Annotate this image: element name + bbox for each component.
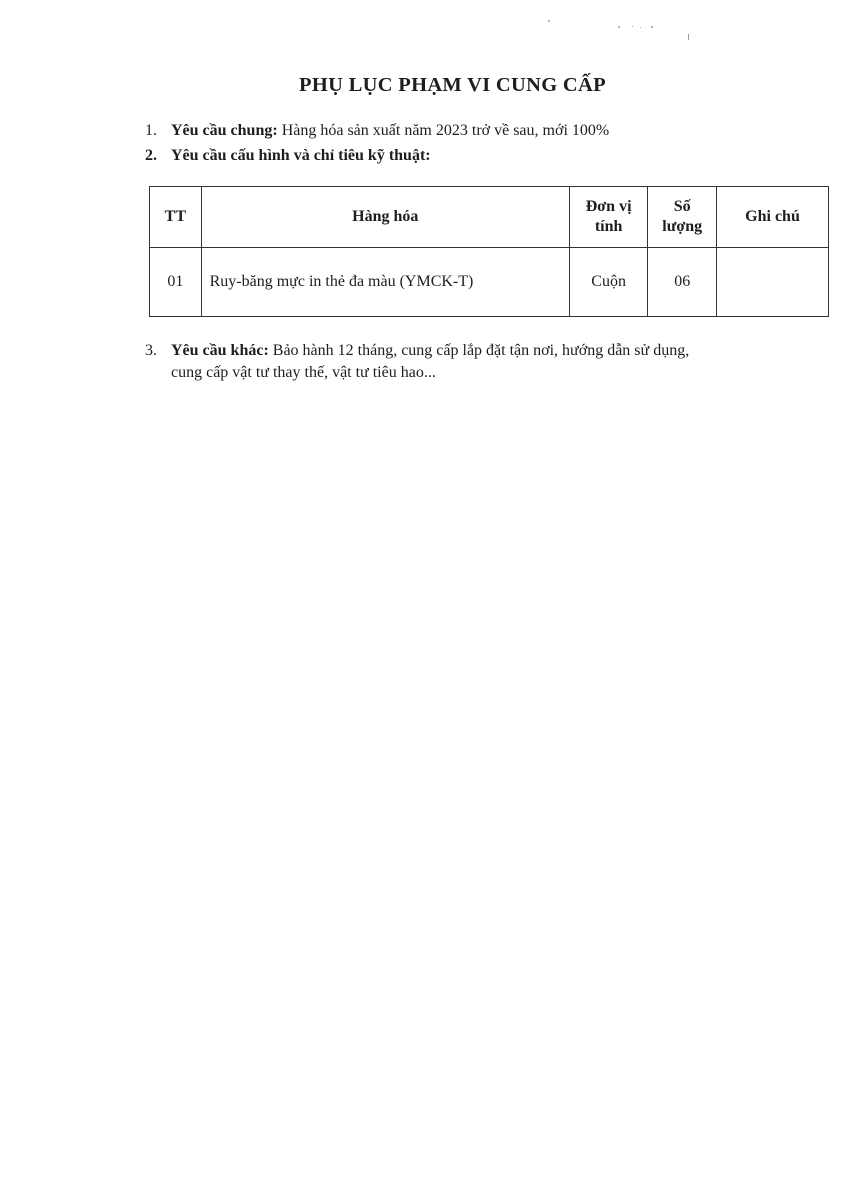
cell-goods: Ruy-băng mực in thẻ đa màu (YMCK-T) xyxy=(201,248,569,317)
item-number: 2. xyxy=(145,147,157,164)
item-text: Bảo hành 12 tháng, cung cấp lắp đặt tận nơi, hướng dẫn sử dụng, xyxy=(268,342,690,359)
header-tt: TT xyxy=(150,187,202,248)
requirement-general xyxy=(145,120,609,142)
document-title: PHỤ LỤC PHẠM VI CUNG CẤP xyxy=(299,74,606,96)
header-unit-line1: Đơn vị xyxy=(585,198,632,215)
item-heading: Yêu cầu cấu hình và chỉ tiêu kỹ thuật: xyxy=(171,147,431,164)
requirement-other xyxy=(145,340,815,384)
header-qty-line1: Số xyxy=(673,198,691,215)
header-note: Ghi chú xyxy=(717,187,829,248)
header-unit xyxy=(569,187,647,248)
cell-note xyxy=(717,248,829,317)
requirement-configuration xyxy=(145,145,431,167)
table-header-row xyxy=(150,187,829,248)
item-text: Hàng hóa sản xuất năm 2023 trở về sau, mới 100% xyxy=(277,122,610,139)
cell-unit: Cuộn xyxy=(569,248,647,317)
scan-marks xyxy=(548,18,698,48)
header-qty-line2: lượng xyxy=(662,218,703,235)
specification-table xyxy=(149,186,829,317)
cell-tt: 01 xyxy=(150,248,202,317)
item-number: 1. xyxy=(145,122,157,139)
header-unit-line2: tính xyxy=(594,218,623,235)
cell-quantity: 06 xyxy=(648,248,717,317)
item-heading: Yêu cầu chung: xyxy=(171,122,278,139)
item-number: 3. xyxy=(145,342,157,359)
header-quantity xyxy=(648,187,717,248)
item-heading: Yêu cầu khác: xyxy=(171,342,269,359)
table-row xyxy=(150,248,829,317)
item-text-continued: cung cấp vật tư thay thế, vật tư tiêu hao... xyxy=(171,364,436,381)
header-goods: Hàng hóa xyxy=(201,187,569,248)
